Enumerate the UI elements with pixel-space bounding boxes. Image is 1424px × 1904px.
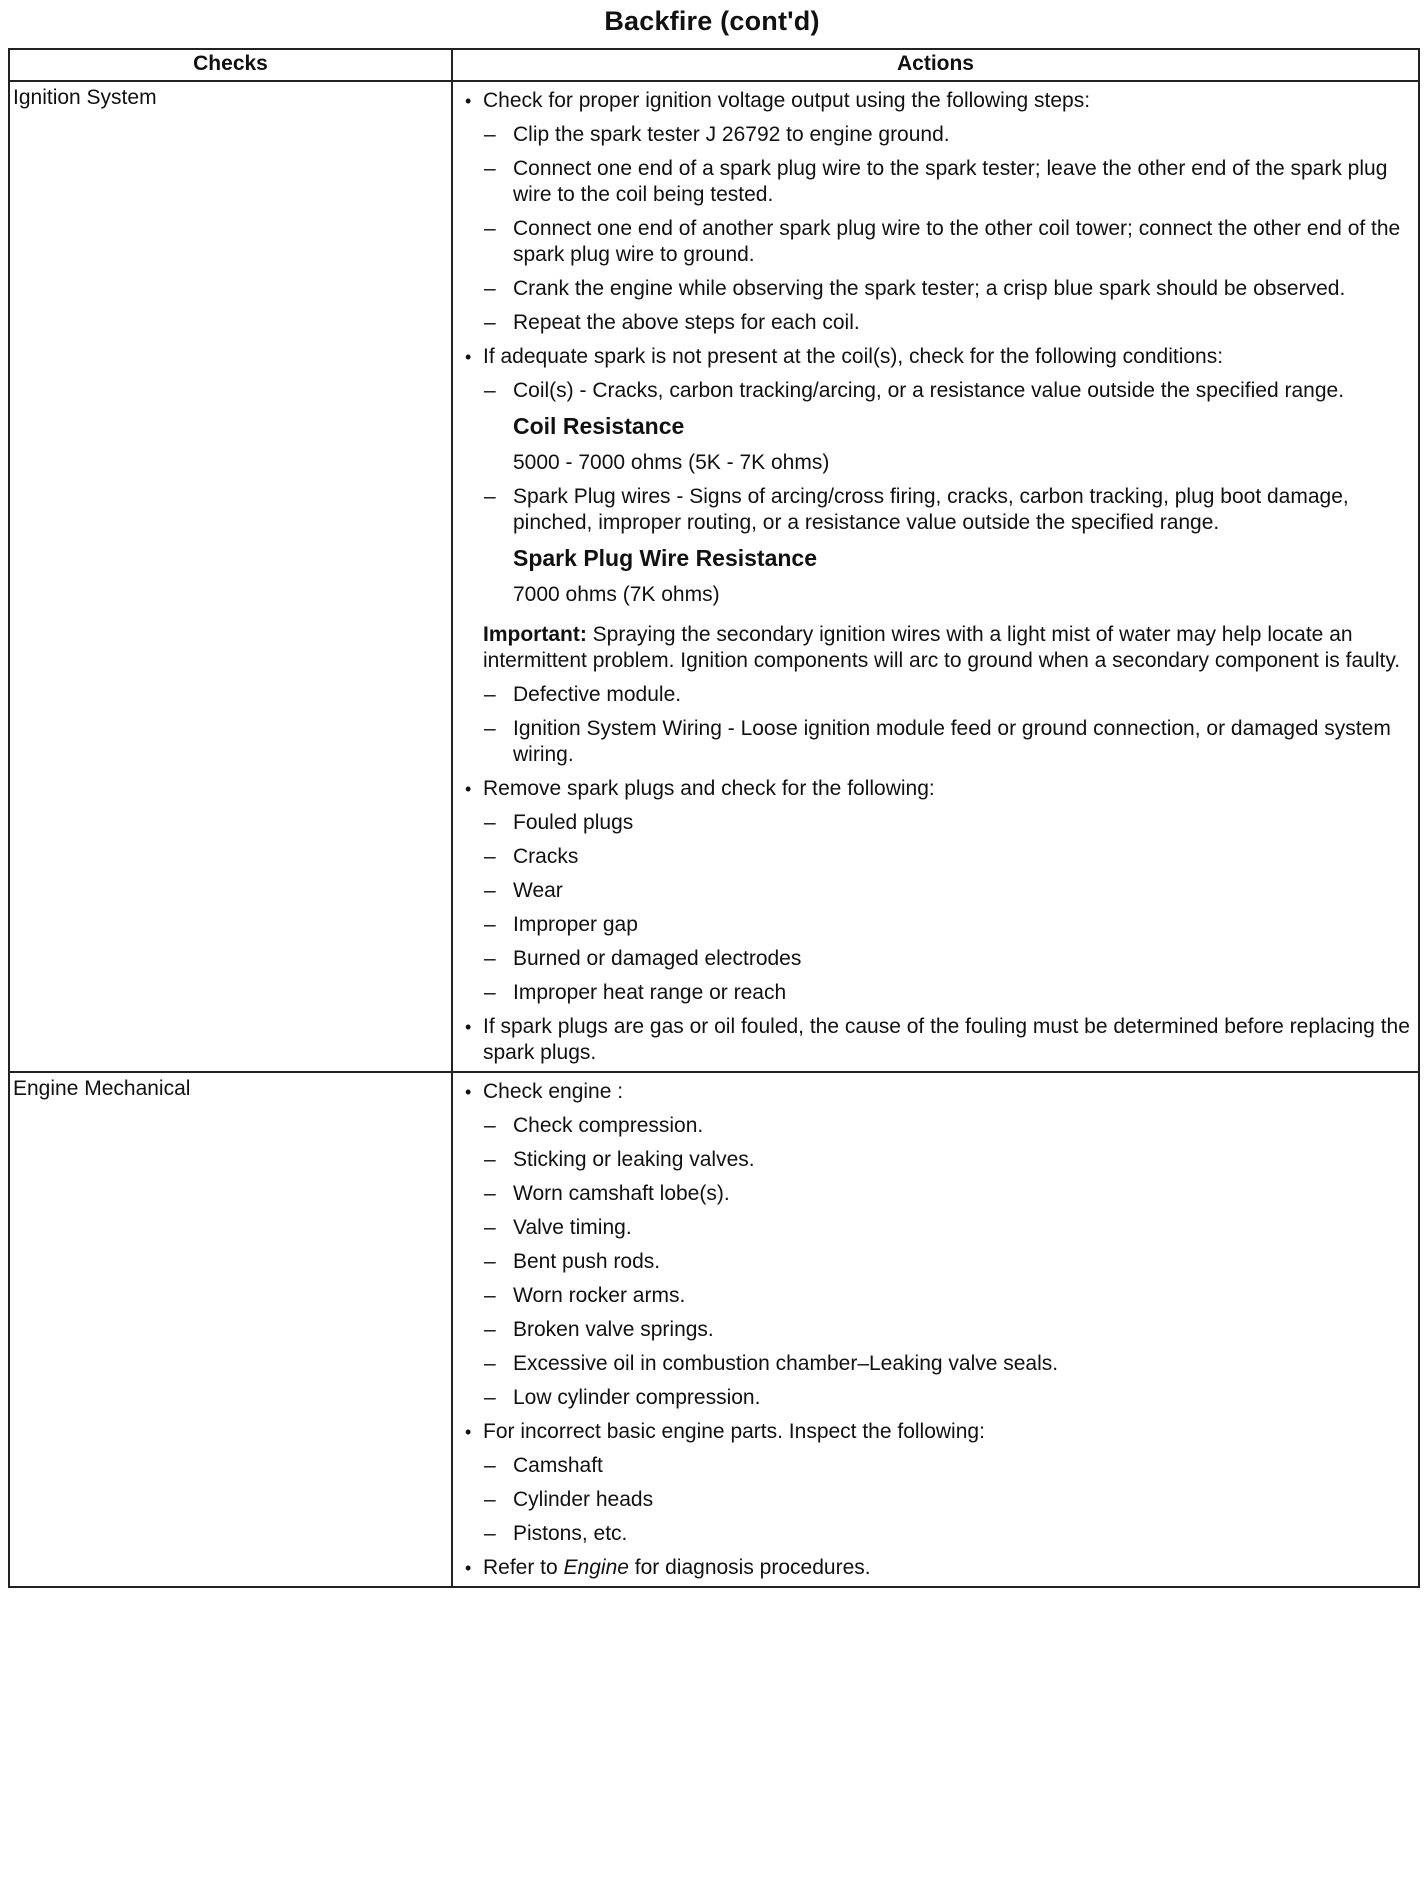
bullet-item	[457, 1079, 1414, 1105]
item-text: Valve timing.	[513, 1216, 632, 1239]
bullet-marker: •	[465, 1422, 472, 1442]
item-text: Sticking or leaking valves.	[513, 1148, 755, 1171]
dash-item	[457, 156, 1414, 208]
dash-item	[457, 1521, 1414, 1547]
item-text: Improper heat range or reach	[513, 981, 787, 1004]
item-text: Camshaft	[513, 1454, 603, 1477]
item-text: Crank the engine while observing the spark tester; a crisp blue spark should be observed.	[513, 277, 1346, 300]
dash-marker: –	[484, 1522, 496, 1545]
dash-marker: –	[484, 277, 496, 300]
bullet-marker: •	[465, 347, 472, 367]
dash-marker: –	[484, 913, 496, 936]
dash-item	[457, 484, 1414, 536]
page-title: Backfire (cont'd)	[604, 6, 820, 36]
dash-marker: –	[484, 311, 496, 334]
dash-marker: –	[484, 1386, 496, 1409]
dash-item	[457, 1453, 1414, 1479]
dash-item	[457, 122, 1414, 148]
bullet-item	[457, 344, 1414, 370]
item-text: Broken valve springs.	[513, 1318, 714, 1341]
item-text: Cylinder heads	[513, 1488, 654, 1511]
resistance-heading: Coil Resistance	[513, 413, 685, 439]
dash-item	[457, 378, 1414, 404]
item-text: Low cylinder compression.	[513, 1386, 761, 1409]
dash-marker: –	[484, 717, 496, 740]
item-text: Improper gap	[513, 913, 638, 936]
dash-marker: –	[484, 879, 496, 902]
dash-item	[457, 1283, 1414, 1309]
important-text: Spraying the secondary ignition wires with a light mist of water may help locate an intermittent problem. Ignition components will arc to ground when a secondary component is faulty.	[483, 623, 1401, 672]
dash-marker: –	[484, 1250, 496, 1273]
dash-marker: –	[484, 683, 496, 706]
dash-marker: –	[484, 1284, 496, 1307]
item-text: Ignition System Wiring - Loose ignition module feed or ground connection, or damaged system wiring.	[513, 717, 1391, 766]
table-row	[9, 81, 1419, 1072]
dash-item	[457, 1249, 1414, 1275]
dash-item	[457, 716, 1414, 768]
dash-item	[457, 310, 1414, 336]
dash-item	[457, 1317, 1414, 1343]
item-text: Cracks	[513, 845, 579, 868]
resistance-heading: Spark Plug Wire Resistance	[513, 545, 818, 571]
dash-item	[457, 878, 1414, 904]
dash-item	[457, 682, 1414, 708]
item-text-pre: Refer to	[483, 1556, 558, 1579]
actions-cell	[452, 1072, 1419, 1587]
dash-item	[457, 1215, 1414, 1241]
dash-item	[457, 844, 1414, 870]
item-text: Burned or damaged electrodes	[513, 947, 802, 970]
diagnosis-table	[8, 48, 1420, 1588]
item-text: Defective module.	[513, 683, 682, 706]
check-cell: Ignition System	[9, 81, 452, 1072]
item-text: Excessive oil in combustion chamber–Leaking valve seals.	[513, 1352, 1059, 1375]
dash-item	[457, 946, 1414, 972]
dash-marker: –	[484, 811, 496, 834]
dash-marker: –	[484, 1488, 496, 1511]
dash-item	[457, 912, 1414, 938]
actions-column-header: Actions	[452, 49, 1419, 81]
checks-column-header: Checks	[9, 49, 452, 81]
item-text-post: for diagnosis procedures.	[634, 1556, 871, 1579]
bullet-marker: •	[465, 1082, 472, 1102]
dash-item	[457, 1147, 1414, 1173]
dash-item	[457, 1113, 1414, 1139]
dash-item	[457, 1385, 1414, 1411]
item-text: Worn rocker arms.	[513, 1284, 686, 1307]
dash-item	[457, 216, 1414, 268]
item-text: Connect one end of another spark plug wire to the other coil tower; connect the other end of the spark plug wire to ground.	[513, 217, 1401, 266]
bullet-item	[457, 1555, 1414, 1581]
dash-marker: –	[484, 1352, 496, 1375]
bullet-item	[457, 88, 1414, 114]
item-text: Remove spark plugs and check for the following:	[483, 777, 935, 800]
table-row	[9, 1072, 1419, 1587]
dash-marker: –	[484, 1454, 496, 1477]
table-header-row	[9, 49, 1419, 81]
bullet-marker: •	[465, 1017, 472, 1037]
item-text: Spark Plug wires - Signs of arcing/cross firing, cracks, carbon tracking, plug boot damage, pinched, improper routing, or a resistance value outside the specified range.	[513, 485, 1349, 534]
resistance-value: 7000 ohms (7K ohms)	[513, 583, 720, 606]
bullet-item	[457, 1419, 1414, 1445]
item-text: Coil(s) - Cracks, carbon tracking/arcing, or a resistance value outside the specified range.	[513, 379, 1345, 402]
item-text: Check compression.	[513, 1114, 704, 1137]
dash-item	[457, 1487, 1414, 1513]
item-text: Check engine :	[483, 1080, 624, 1103]
dash-marker: –	[484, 217, 496, 240]
important-note	[457, 622, 1414, 674]
item-text: Fouled plugs	[513, 811, 634, 834]
dash-item	[457, 980, 1414, 1006]
dash-marker: –	[484, 845, 496, 868]
dash-item	[457, 1181, 1414, 1207]
dash-item	[457, 810, 1414, 836]
dash-item	[457, 276, 1414, 302]
bullet-marker: •	[465, 91, 472, 111]
dash-marker: –	[484, 485, 496, 508]
item-text: Worn camshaft lobe(s).	[513, 1182, 730, 1205]
bullet-marker: •	[465, 779, 472, 799]
engine-reference: Engine	[563, 1556, 629, 1579]
dash-marker: –	[484, 157, 496, 180]
dash-marker: –	[484, 1318, 496, 1341]
item-text: Wear	[513, 879, 563, 902]
item-text: If spark plugs are gas or oil fouled, the cause of the fouling must be determined before replacing the spark plugs.	[483, 1015, 1410, 1064]
item-text: Repeat the above steps for each coil.	[513, 311, 860, 334]
item-text: Check for proper ignition voltage output using the following steps:	[483, 89, 1091, 112]
item-text: For incorrect basic engine parts. Inspect the following:	[483, 1420, 985, 1443]
dash-marker: –	[484, 1216, 496, 1239]
item-text: If adequate spark is not present at the coil(s), check for the following conditions:	[483, 345, 1224, 368]
dash-item	[457, 1351, 1414, 1377]
dash-marker: –	[484, 123, 496, 146]
bullet-marker: •	[465, 1558, 472, 1578]
important-label: Important:	[483, 623, 587, 646]
item-text: Bent push rods.	[513, 1250, 661, 1273]
item-text: Clip the spark tester J 26792 to engine ground.	[513, 123, 950, 146]
dash-marker: –	[484, 1182, 496, 1205]
dash-marker: –	[484, 1148, 496, 1171]
resistance-value: 5000 - 7000 ohms (5K - 7K ohms)	[513, 451, 830, 474]
bullet-item	[457, 776, 1414, 802]
dash-marker: –	[484, 1114, 496, 1137]
check-cell: Engine Mechanical	[9, 1072, 452, 1587]
dash-marker: –	[484, 947, 496, 970]
dash-marker: –	[484, 379, 496, 402]
item-text: Pistons, etc.	[513, 1522, 628, 1545]
bullet-item	[457, 1014, 1414, 1066]
dash-marker: –	[484, 981, 496, 1004]
actions-cell	[452, 81, 1419, 1072]
item-text: Connect one end of a spark plug wire to the spark tester; leave the other end of the spark plug wire to the coil being tested.	[513, 157, 1388, 206]
